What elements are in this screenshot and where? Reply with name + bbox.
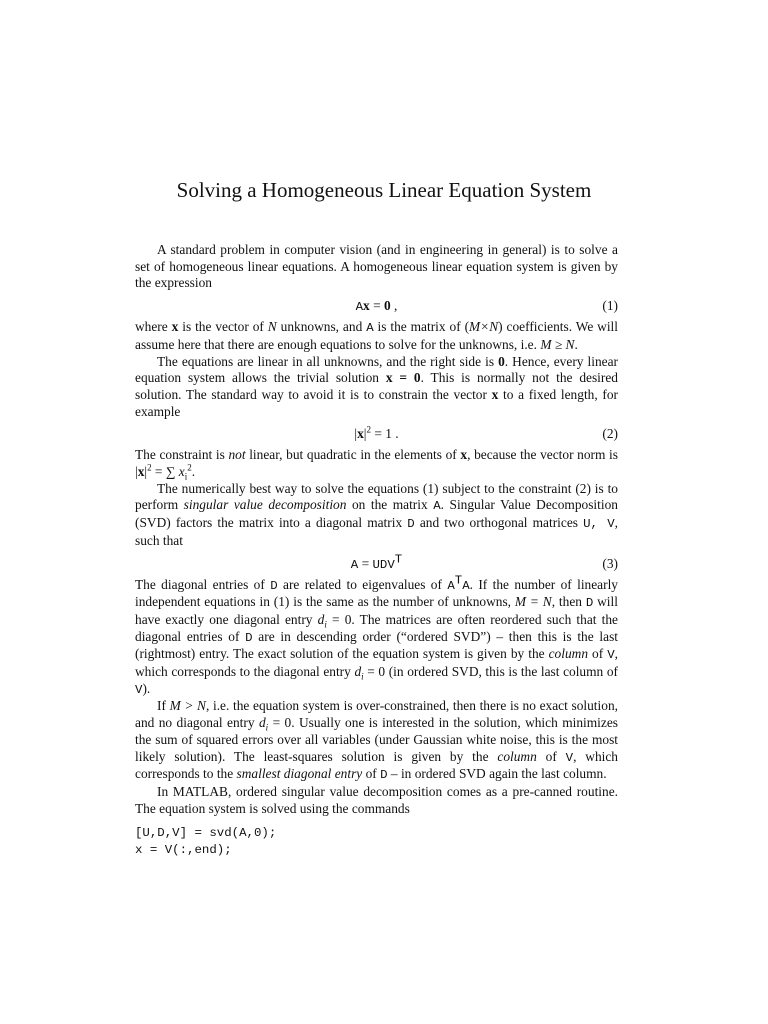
equation-3 [135, 550, 618, 577]
matlab-code-block [135, 825, 618, 858]
paragraph-intro: A standard problem in computer vision (and in engineering in general) is to solve a set of homogeneous linear equations. A homogeneous linear equation system is given by the expression [135, 242, 618, 291]
equation-1 [135, 292, 618, 319]
document-title: Solving a Homogeneous Linear Equation System [176, 178, 592, 202]
paragraph-svd: The numerically best way to solve the equations (1) subject to the constraint (2) is to perform singular value decomposition on the matrix A. Singular Value Decomposition (SVD) factors the matrix into a diagonal matrix D and two orthogonal matrices U, V, such that [135, 480, 619, 548]
equation-number-2: (2) [602, 426, 618, 442]
eq1-expression: Ax = 0 , [355, 298, 398, 315]
eq2-expression: $|x|^2 = 1$ . [354, 424, 399, 442]
paragraph-trivial-solution: The equations are linear in all unknowns, and the right side is 0. Hence, every linear equation system allows the trivial solution x = 0. This is normally not the desired solution. The standard way to avoid it is to constrain the vector x to a fixed length, for example [135, 353, 618, 419]
document-body [135, 242, 618, 858]
equation-2 [135, 420, 618, 447]
code-line: [U,D,V] = svd(A,0); [135, 826, 277, 841]
paragraph-matlab: In MATLAB, ordered singular value decomposition comes as a pre-canned routine. The equation system is solved using the commands [135, 783, 618, 816]
equation-number-3: (3) [602, 555, 618, 571]
paragraph-constraint: The constraint is not linear, but quadratic in the elements of x, because the vector norm is $|x|^2$ = ∑ $x_i^2$. [135, 447, 618, 482]
equation-number-1: (1) [602, 298, 618, 314]
paragraph-diagonal-entries: The diagonal entries of D are related to eigenvalues of $A^TA$. If the number of linearly independent equations in (1) is the same as the number of unknowns, M = N, then D will have exactly one diagonal entry $d_i = 0$. The matrices are often reordered such that the diagonal entries of D are in descending order (“ordered SVD”) – then this is the last (rightmost) entry. The exact solution of the equation system is given by the column of V, which corresponds to the diagonal entry $d_i = 0$ (in ordered SVD, this is the last column of V). [135, 573, 618, 697]
paragraph-unknowns: where x is the vector of N unknowns, and A is the matrix of (M×N) coefficients. We will assume here that there are enough equations to solve for the unknowns, i.e. M ≥ N. [135, 319, 618, 352]
code-line: x = V(:,end); [135, 842, 232, 857]
paragraph-overconstrained: If M > N, i.e. the equation system is over-constrained, then there is no exact solution, and no diagonal entry $d_i = 0$. Usually one is interested in the solution, which minimizes the sum of squared errors over all variables (under Gaussian white noise, this is the most likely solution). The least-squares solution is given by the column of V, which corresponds to the smallest diagonal entry of D – in ordered SVD again the last column. [135, 698, 618, 783]
eq3-expression: $A = UDV^T$ [350, 552, 403, 572]
